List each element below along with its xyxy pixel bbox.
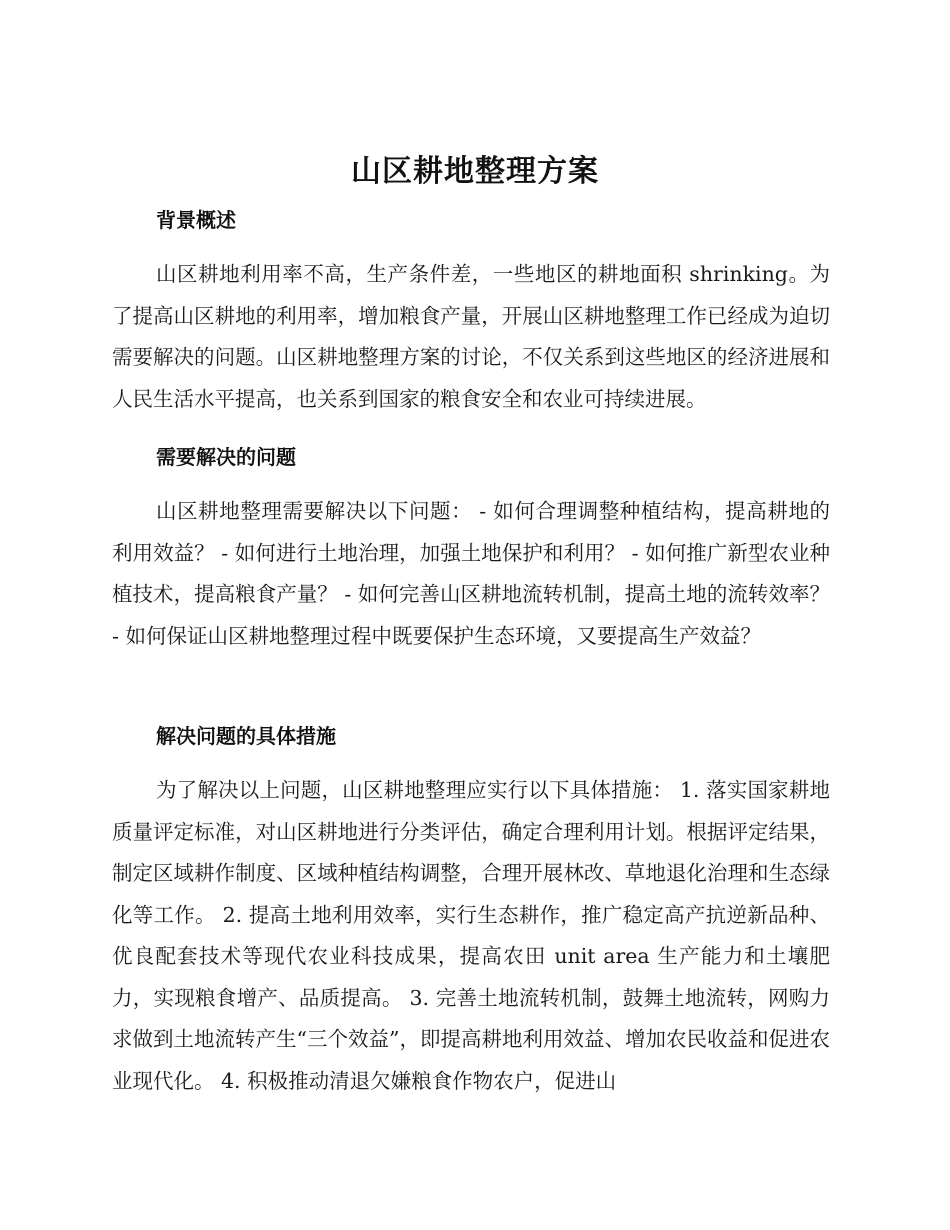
section-heading-measures: 解决问题的具体措施 [156,724,336,748]
section-heading-background: 背景概述 [156,208,236,232]
section-heading-problems: 需要解决的问题 [156,445,296,469]
section-body-background: 山区耕地利用率不高，生产条件差，一些地区的耕地面积 shrinking。为了提高山区耕地的利用率，增加粮食产量，开展山区耕地整理工作已经成为迫切需要解决的问题。山区耕地整理方案的讨论，不仅关系到这些地区的经济进展和人民生活水平提高，也关系到国家的粮食安全和农业可持续进展。 [112,262,830,411]
section-body-measures: 为了解决以上问题，山区耕地整理应实行以下具体措施： 1. 落实国家耕地质量评定标准，对山区耕地进行分类评估，确定合理利用计划。根据评定结果，制定区域耕作制度、区域种植结构调整，合理开展林改、草地退化治理和生态绿化等工作。 2. 提高土地利用效率，实行生态耕作，推广稳定高产抗逆新品种、优良配套技术等现代农业科技成果，提高农田 unit area 生产能力和土壤肥力，实现粮食增产、品质提高。 3. 完善土地流转机制，鼓舞土地流转，网购力求做到土地流转产生“三个效益”，即提高耕地利用效益、增加农民收益和促进农业现代化。 4. 积极推动清退欠嫌粮食作物农户，促进山 [112,778,830,1093]
section-body-problems: 山区耕地整理需要解决以下问题： - 如何合理调整种植结构，提高耕地的利用效益？ - 如何进行土地治理，加强土地保护和利用？ - 如何推广新型农业种植技术，提高粮食产量？ - 如何完善山区耕地流转机制，提高土地的流转效率？ - 如何保证山区耕地整理过程中既要保护生态环境，又要提高生产效益？ [112,499,830,648]
document-title: 山区耕地整理方案 [351,154,599,189]
